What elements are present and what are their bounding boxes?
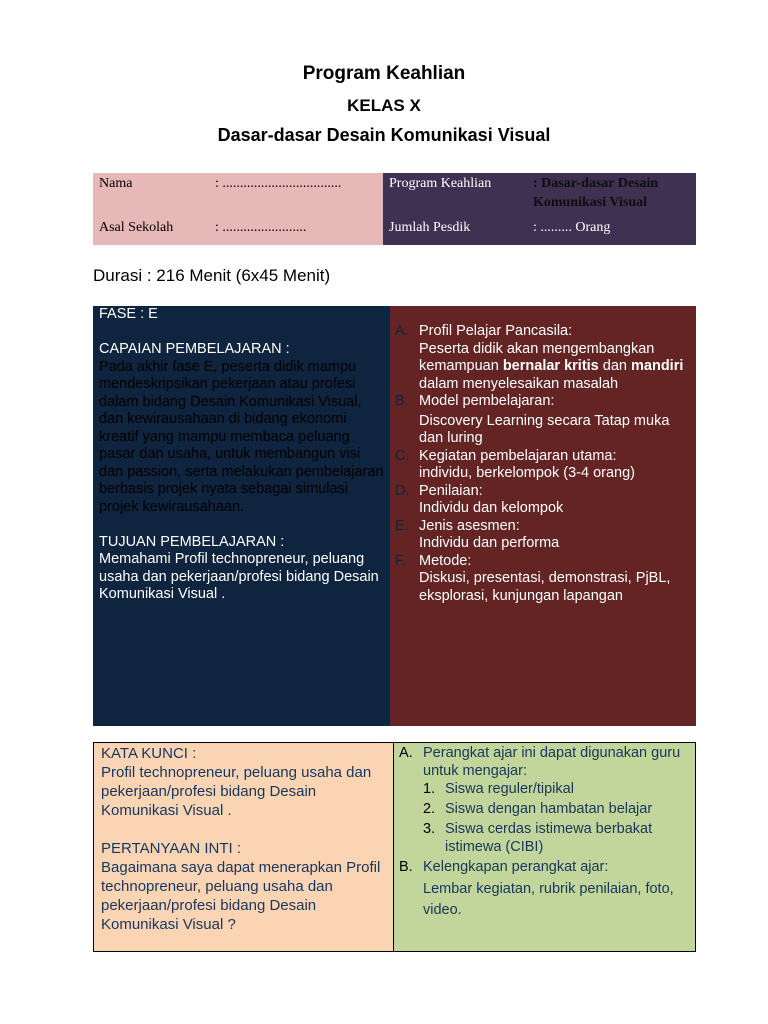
list-item xyxy=(395,448,691,483)
program-label: Program Keahlian xyxy=(389,176,492,191)
profil-text-pre: Peserta didik akan mengembangkan kemampuan xyxy=(419,340,655,374)
kata-kunci-panel xyxy=(94,743,394,951)
kata-kunci-text: Profil technopreneur, peluang usaha dan pekerjaan/profesi bidang Desain Komunikasi Visual . xyxy=(101,764,372,819)
identity-right-cell xyxy=(383,173,696,245)
item-text: Individu dan performa xyxy=(419,535,560,551)
profil-bold-2: mandiri xyxy=(631,358,684,374)
list-letter: A. xyxy=(399,745,413,761)
sub-number: 3. xyxy=(423,821,436,837)
item-text: individu, berkelompok (3-4 orang) xyxy=(419,465,635,481)
jumlah-pesdik-label: Jumlah Pesdik xyxy=(389,220,471,235)
program-value-line2: Komunikasi Visual xyxy=(533,195,647,210)
list-item xyxy=(395,323,691,393)
nama-value: : .................................. xyxy=(215,176,342,191)
item-text: Kelengkapan perangkat ajar: xyxy=(423,859,609,875)
keyword-box xyxy=(93,742,696,952)
identity-left-cell xyxy=(93,173,383,245)
list-item xyxy=(395,483,691,518)
list-item xyxy=(395,518,691,553)
item-title: Profil Pelajar Pancasila: xyxy=(419,323,573,339)
item-title: Kegiatan pembelajaran utama: xyxy=(419,447,617,464)
class-heading: KELAS X xyxy=(347,96,421,115)
list-letter: B. xyxy=(395,393,409,409)
item-text: Discovery Learning secara Tatap muka dan luring xyxy=(419,412,670,446)
subject-heading: Dasar-dasar Desain Komunikasi Visual xyxy=(217,125,551,145)
list-letter: C. xyxy=(395,447,410,464)
nama-label: Nama xyxy=(99,176,133,191)
sub-text: Siswa cerdas istimewa berbakat istimewa (CIBI) xyxy=(445,821,653,855)
document-title: Program Keahlian xyxy=(302,63,466,84)
profil-text-mid: dan xyxy=(598,358,631,374)
capaian-text: Pada akhir fase E, peserta didik mampu mendeskripsikan pekerjaan atau profesi dalam bidang Desain Komunikasi Visual, dan kewirausahaan di bidang ekonomi kreatif yang mampu membaca peluang pasar dan usaha, untuk membangun visi dan passion, serta melakukan pembelajaran berbasis projek nyata sebagai simulasi projek kewirausahaan. xyxy=(99,358,384,515)
pertanyaan-heading: PERTANYAAN INTI : xyxy=(101,840,242,857)
sub-list-item xyxy=(423,800,691,818)
sub-number: 2. xyxy=(423,801,436,817)
sub-text: Siswa dengan hambatan belajar xyxy=(445,801,653,817)
list-letter: E. xyxy=(395,517,409,534)
capaian-panel xyxy=(93,306,390,726)
item-text: Perangkat ajar ini dapat digunakan guru untuk mengajar: xyxy=(423,745,681,779)
profil-text xyxy=(419,341,691,394)
program-value-line1: : Dasar-dasar Desain xyxy=(533,176,659,191)
list-item xyxy=(395,393,691,448)
kata-kunci-heading: KATA KUNCI : xyxy=(101,745,197,762)
item-title: Jenis asesmen: xyxy=(419,517,520,534)
item-title: Penilaian: xyxy=(419,482,483,499)
list-item xyxy=(399,744,691,856)
sub-list-item xyxy=(423,820,691,856)
tujuan-heading: TUJUAN PEMBELAJARAN : xyxy=(99,533,285,550)
components-panel xyxy=(390,306,696,726)
asal-sekolah-label: Asal Sekolah xyxy=(99,220,174,235)
tujuan-text: Memahami Profil technopreneur, peluang usaha dan pekerjaan/profesi bidang Desain Komunikasi Visual . xyxy=(99,551,379,602)
duration-text: Durasi : 216 Menit (6x45 Menit) xyxy=(93,266,331,285)
perangkat-panel xyxy=(394,743,695,951)
item-text: Individu dan kelompok xyxy=(419,500,564,516)
identity-table xyxy=(93,173,696,245)
list-letter: B. xyxy=(399,859,413,875)
item-title: Model pembelajaran: xyxy=(419,393,555,409)
asal-sekolah-value: : ........................ xyxy=(215,220,307,235)
list-letter: F. xyxy=(395,552,407,569)
learning-overview-box xyxy=(93,306,696,726)
list-letter: A. xyxy=(395,323,409,339)
pertanyaan-text: Bagaimana saya dapat menerapkan Profil technopreneur, peluang usaha dan pekerjaan/profesi bidang Desain Komunikasi Visual ? xyxy=(101,859,381,933)
fase-label: FASE : E xyxy=(99,306,158,322)
item-title: Metode: xyxy=(419,552,472,569)
jumlah-pesdik-value: : ......... Orang xyxy=(533,220,611,235)
sub-number: 1. xyxy=(423,781,436,797)
sub-text: Siswa reguler/tipikal xyxy=(445,781,574,797)
profil-text-post: dalam menyelesaikan masalah xyxy=(419,375,619,392)
sub-list-item xyxy=(423,780,691,798)
item-text: Diskusi, presentasi, demonstrasi, PjBL, eksplorasi, kunjungan lapangan xyxy=(419,570,671,604)
list-item xyxy=(395,553,691,606)
list-letter: D. xyxy=(395,482,410,499)
capaian-heading: CAPAIAN PEMBELAJARAN : xyxy=(99,341,290,357)
profil-bold-1: bernalar kritis xyxy=(502,358,599,374)
list-item xyxy=(399,858,691,921)
item-detail: Lembar kegiatan, rubrik penilaian, foto, video. xyxy=(423,881,674,918)
